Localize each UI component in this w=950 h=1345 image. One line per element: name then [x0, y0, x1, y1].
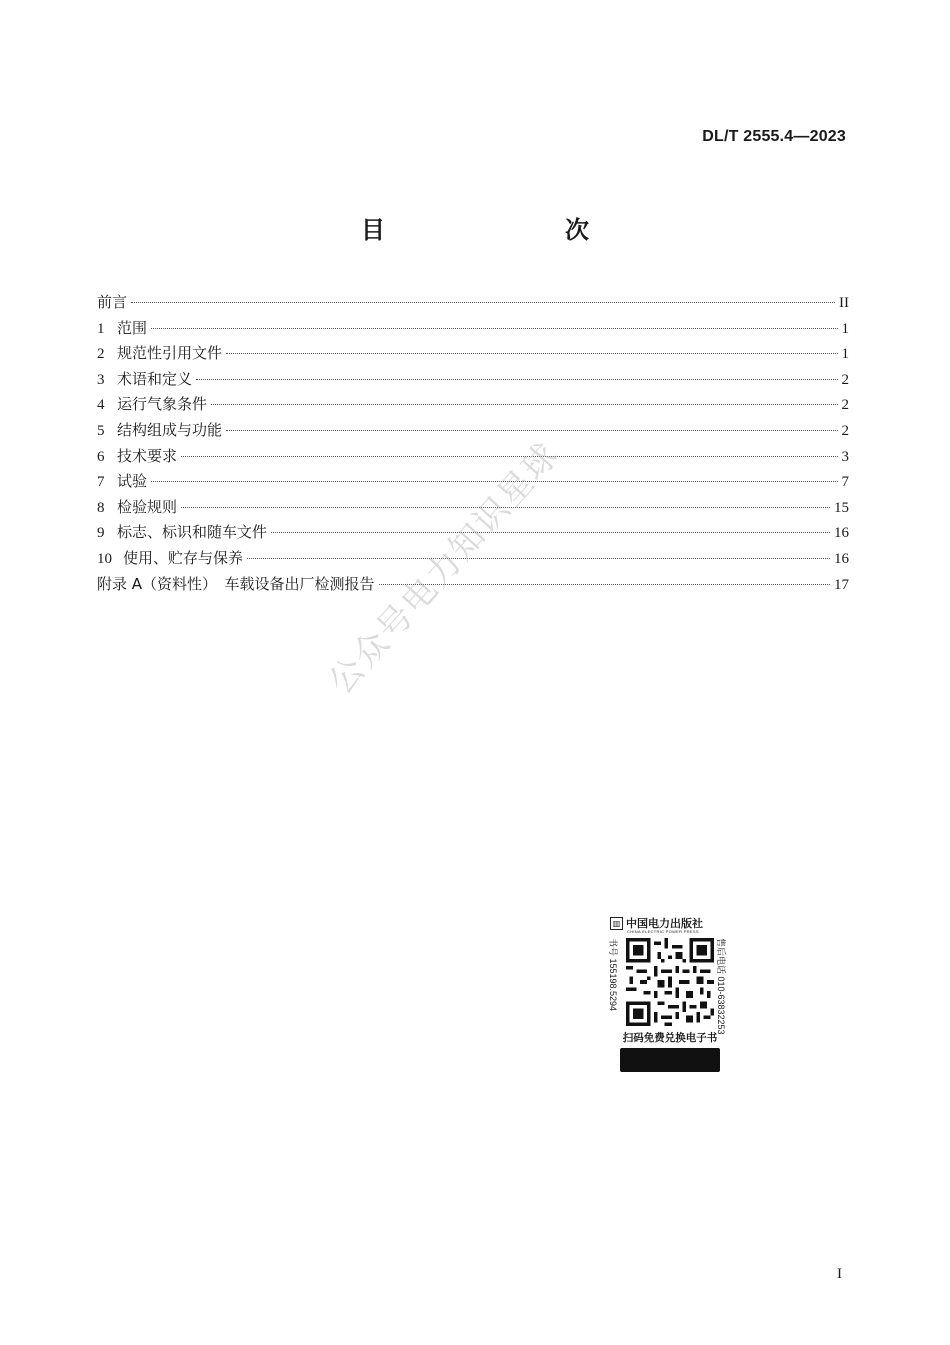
- publisher-name: 中国电力出版社: [626, 917, 703, 930]
- toc-entry-label: 技术要求: [117, 446, 178, 465]
- toc-entry-label: 范围: [117, 318, 148, 337]
- phone-side: [716, 938, 730, 1035]
- book-number-side: [610, 938, 622, 1026]
- toc-entry[interactable]: [97, 367, 849, 393]
- toc-entry-label: 前言: [97, 293, 128, 311]
- toc-entry-number: 6: [97, 448, 105, 465]
- standard-number: DL/T 2555.4—2023: [702, 128, 846, 145]
- toc-entry-number: 4: [97, 397, 105, 414]
- toc-entry[interactable]: [97, 341, 849, 367]
- toc-entry-label: 规范性引用文件: [117, 344, 223, 363]
- toc-entry[interactable]: [97, 469, 849, 495]
- toc-entry[interactable]: [97, 418, 849, 444]
- toc-entry-label: 试验: [117, 472, 148, 491]
- toc-leader-dots: [211, 404, 837, 405]
- toc-entry-page: 1: [841, 346, 849, 363]
- toc-entry-label: 标志、标识和随车文件: [117, 523, 268, 542]
- toc-entry-number: 1: [97, 320, 105, 337]
- toc-entry-page: 2: [841, 422, 849, 439]
- toc-entry[interactable]: [97, 444, 849, 470]
- toc-entry-page: 2: [841, 371, 849, 388]
- toc-entry[interactable]: [97, 392, 849, 418]
- toc-entry-page: 15: [834, 499, 849, 516]
- toc-entry-page: II: [839, 295, 849, 311]
- toc-entry-page: 3: [841, 448, 849, 465]
- publisher-name-en: CHINA ELECTRIC POWER PRESS: [627, 929, 699, 934]
- redacted-code: [620, 1048, 720, 1072]
- toc-entry-label: 检验规则: [117, 497, 178, 516]
- toc-entry-number: 2: [97, 346, 105, 363]
- qr-caption: 扫码免费兑换电子书: [622, 1032, 718, 1044]
- toc-entry-number: 3: [97, 371, 105, 388]
- publisher-qr-block: [610, 915, 730, 1072]
- toc-entry-label: 附录 A（资料性） 车载设备出厂检测报告: [97, 574, 375, 593]
- after-sales-phone: 售后电话 010-63832253: [716, 938, 726, 1035]
- toc-entry-label: 术语和定义: [117, 369, 193, 388]
- toc-entry-page: 16: [834, 525, 849, 542]
- page-number: I: [837, 1266, 842, 1282]
- toc-entry-page: 17: [834, 576, 849, 593]
- toc-entry-number: 8: [97, 499, 105, 516]
- toc-entry[interactable]: [97, 290, 849, 316]
- toc-entry[interactable]: [97, 316, 849, 342]
- toc-entry[interactable]: [97, 572, 849, 598]
- qr-code-icon[interactable]: [626, 938, 714, 1026]
- toc-entry-number: 10: [97, 550, 112, 567]
- toc-leader-dots: [226, 353, 837, 354]
- qr-row: [608, 938, 730, 1035]
- toc-entry-page: 2: [841, 397, 849, 414]
- publisher-mark-icon: ▥: [610, 917, 623, 930]
- watermark: 公众号电力知识星球: [320, 434, 568, 703]
- toc-entry-label: 结构组成与功能: [117, 420, 223, 439]
- toc-leader-dots: [131, 302, 835, 303]
- book-number: 书号 155198.5294: [608, 938, 618, 1012]
- toc-leader-dots: [271, 532, 830, 533]
- toc-entry-page: 1: [841, 320, 849, 337]
- toc-entry-label: 使用、贮存与保养: [123, 548, 244, 567]
- toc-entry-number: 9: [97, 525, 105, 542]
- toc-entry-page: 7: [841, 474, 849, 491]
- toc-leader-dots: [247, 558, 830, 559]
- toc-leader-dots: [151, 328, 837, 329]
- toc-entry-page: 16: [834, 550, 849, 567]
- toc-entry-number: 5: [97, 422, 105, 439]
- toc-leader-dots: [196, 379, 837, 380]
- toc-entry-number: 7: [97, 474, 105, 491]
- page-title: 目 次: [361, 216, 633, 244]
- toc-entry-label: 运行气象条件: [117, 395, 208, 414]
